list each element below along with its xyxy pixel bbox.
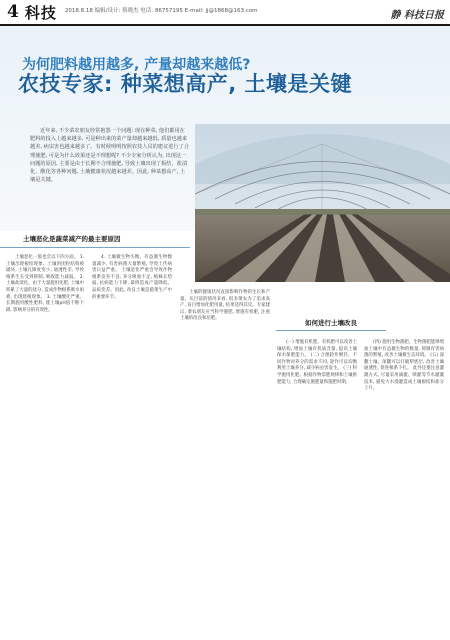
article-kicker: 为何肥料越用越多, 产量却越来越低?	[22, 57, 251, 73]
column-1-text: 土壤恶化一般也会以下四方面。 1. 土壤出现板结现象。土壤的团粒结构被破坏, 土壤孔隙度变小, 通透性差, 导致根系生长受到抑制, 吸收能力减弱。 2. 土壤盐渍化。由于大量施用化肥, 土壤中积累了大量的盐分, 造成作物根系吸水困难, 出现烧根现象。 3. 土壤酸化严重。长期施用酸性肥料, 使土壤pH值不断下降, 影响养分的有效性。	[6, 255, 84, 313]
column-3-text: 土壤的健康状况直接影响作物的生长和产量。从目前的情况来看, 很多菜农为了追求高产, 盲目增加化肥用量, 结果适得其反。专家建议, 菜农朋友应当科学施肥, 增施有机肥, 注重土壤的改良和培肥。	[180, 290, 270, 322]
box-rule-left	[0, 247, 190, 248]
body-column-4	[277, 340, 357, 635]
greenhouse-photo	[195, 124, 450, 282]
body-column-1	[6, 255, 84, 635]
subsection-title-1: 土壤恶化是蔬菜减产的最主要原因	[23, 235, 121, 243]
body-column-3	[180, 290, 270, 635]
box-rule-right	[276, 330, 386, 331]
greenhouse-illustration	[195, 124, 450, 282]
article-headline: 农技专家: 种菜想高产, 土壤是关键	[18, 72, 352, 96]
column-5-text: (四) 施用生物菌肥。生物菌肥能够增加土壤中有益微生物的数量, 抑制有害病菌的繁殖, 改善土壤微生态环境。 (五) 深翻土壤。深翻可以打破犁底层, 改善土壤通透性, 促进根系下扎。 此外还要注意灌溉方式, 尽量采用滴灌、喷灌等节水灌溉技术, 避免大水漫灌造成土壤板结和盐分上升。	[364, 340, 444, 392]
article-lead: 近年来, 不少菜农朋友经常抱怨一个问题: 现在种菜, 他们都用在肥料的投入上越来越多, 可是种出来的菜产量却越来越低, 质量也越来越差, 病虫害也越来越多了。有时候明明按照农技人员的建议进行了合理施肥, 可是为什么效果还是不理想呢? 不少专家分析认为, 出现这一问题的原因, 主要是由于长期不合理施肥, 导致土壤出现了板结、盐渍化、酸化等各种问题, 土壤健康状况越来越差。因此, 种菜想高产, 土壤是关键。	[30, 128, 189, 184]
edition-meta: 2018.8.18 编辑/设计: 蔡晓杰 电话: 86757195 E-mail: jj@1868@163.com	[64, 8, 258, 15]
page-header	[0, 0, 450, 24]
section-title: 科技	[24, 3, 57, 22]
column-2-text: 4. 土壤微生物失衡。有益微生物数量减少, 有害病菌大量繁殖, 导致土传病害日益严重。 土壤恶化严重会导致作物根系发育不良, 养分吸收不足, 植株长势弱, 抗病能力下降, 最终造成产量降低、品质变差。因此, 改良土壤是蔬菜生产中的重要环节。	[92, 255, 172, 300]
body-column-2	[92, 255, 172, 635]
subsection-title-2: 如何进行土壤改良	[305, 319, 357, 327]
page-number: 4	[7, 1, 19, 22]
body-column-5	[364, 340, 444, 635]
paper-logo: 静 科技日报	[390, 10, 444, 21]
column-4-text: (一) 增施有机肥。有机肥可以改善土壤结构, 增加土壤有机质含量, 提高土壤保水保肥能力。 (二) 合理轮作倒茬。不同作物对养分的需求不同, 轮作可以均衡利用土壤养分, 减少病虫害发生。 (三) 科学施用化肥。根据作物需肥规律和土壤供肥能力, 合理确定施肥量和施肥时期。	[277, 340, 357, 385]
